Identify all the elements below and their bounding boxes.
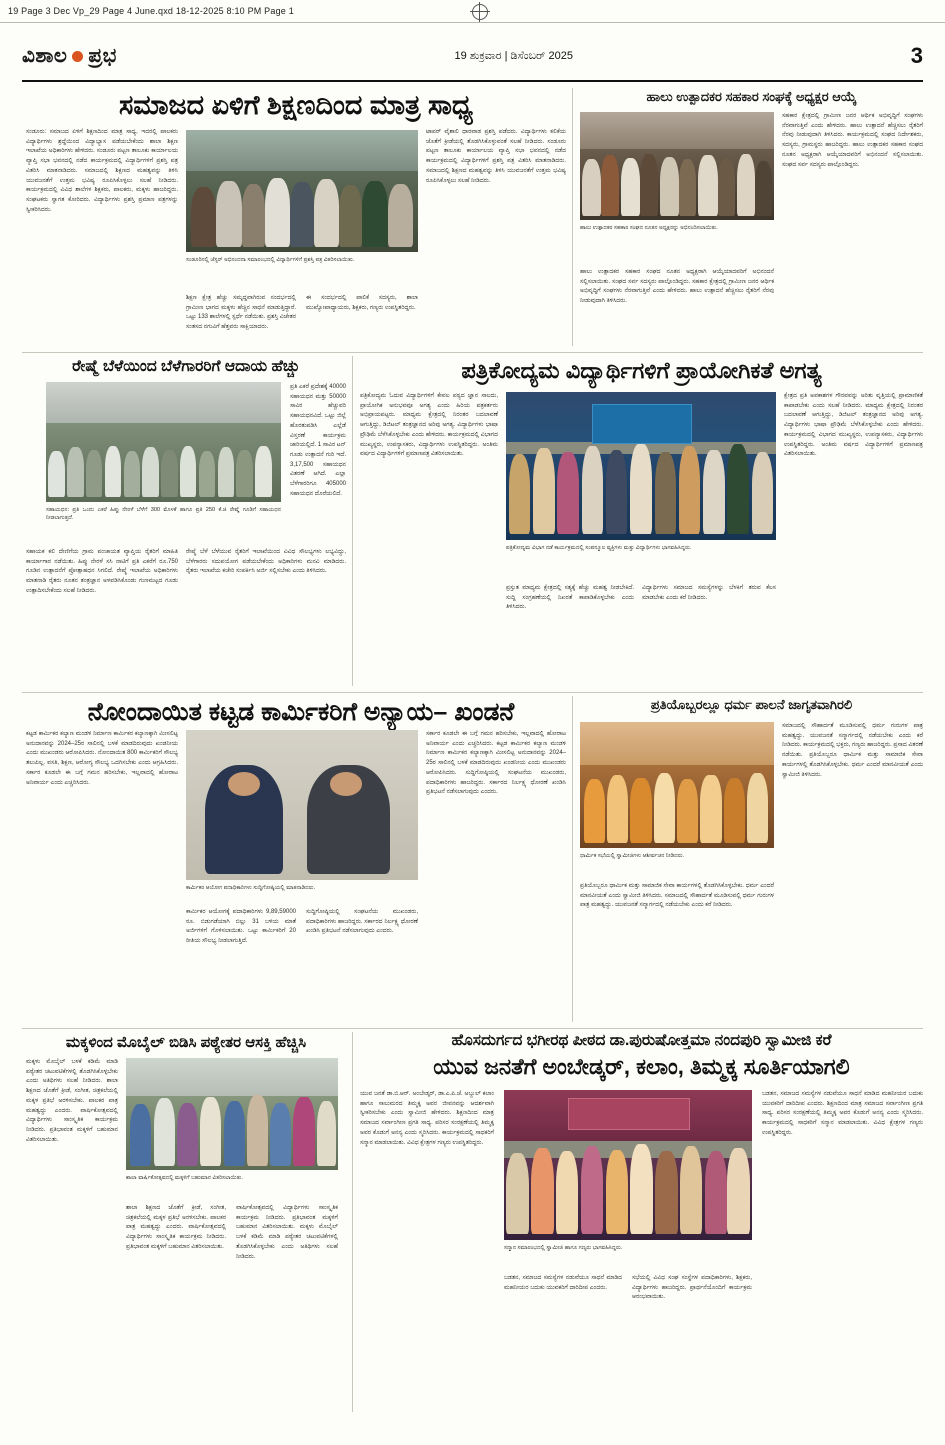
paragraph: ಕಾರ್ಯಕ್ರಮದಲ್ಲಿ ವಿಭಾಗದ ಮುಖ್ಯಸ್ಥರು, ಉಪನ್ಯಾಸಕರು, ವಿದ್ಯಾರ್ಥಿಗಳು ಉಪಸ್ಥಿತರಿದ್ದರು. ಅಂತಿಮ ವರ್ಷದ ವಿದ್ಯಾರ್ಥಿಗಳಿಗೆ ಪ್ರಮಾಣಪತ್ರ ವಿತರಿಸಲಾಯಿತು.: [360, 431, 498, 458]
paragraph: ವಾರ್ಷಿಕೋತ್ಸವದಲ್ಲಿ ವಿದ್ಯಾರ್ಥಿಗಳು ಸಾಂಸ್ಕೃತಿಕ ಕಾರ್ಯಕ್ರಮ ನೀಡಿದರು. ಪ್ರತಿಭಾವಂತ ಮಕ್ಕಳಿಗೆ ಬಹುಮಾನ ವಿತರಿಸಲಾಯಿತು.: [26, 1107, 118, 1143]
photo-a8: [504, 1090, 752, 1240]
paragraph: ರೈತರು ಇಲಾಖೆಯ ಕಚೇರಿ ಸಂಪರ್ಕಿಸಿ ಅರ್ಜಿ ಸಲ್ಲಿಸಬೇಕು ಎಂದು ತಿಳಿಸಿದರು.: [186, 568, 327, 575]
paragraph: ನೋಂದಾಯಿತ 800 ಕಾರ್ಮಿಕರಿಗೆ ಸೌಲಭ್ಯ ತಲುಪಿಲ್ಲ. ವಸತಿ, ಶಿಕ್ಷಣ, ಆರೋಗ್ಯ ಸೌಲಭ್ಯ ಒದಗಿಸಬೇಕು ಎಂದು ಆಗ್ರಹಿಸಿದರು.: [26, 750, 178, 767]
paragraph: ಸುದ್ದಿಗೋಷ್ಠಿಯಲ್ಲಿ ಸಂಘಟನೆಯ ಮುಖಂಡರು, ಪದಾಧಿಕಾರಿಗಳು ಹಾಜರಿದ್ದರು. ಸರ್ಕಾರದ ನಿರ್ಲಕ್ಷ್ಯ ಧೋರಣೆ ಖಂಡಿಸಿ ಪ್ರತಿಭಟನೆ ನಡೆಸಲಾಗುವುದು ಎಂದರು.: [306, 909, 418, 935]
paragraph: ಸಹಕಾರ ಕ್ಷೇತ್ರದಲ್ಲಿ ಗ್ರಾಮೀಣ ಜನರ ಆರ್ಥಿಕ ಅಭಿವೃದ್ಧಿಗೆ ಸಂಘಗಳು ನೆರವಾಗುತ್ತಿವೆ ಎಂದು ಹೇಳಿದರು. ಹಾಲು ಉತ್ಪಾದನೆ ಹೆಚ್ಚಿಸಲು ರೈತರಿಗೆ ನೆರವು ನೀಡುವುದಾಗಿ ತಿಳಿಸಿದರು.: [580, 278, 774, 305]
paragraph: ಯುವ ಜನತೆ ಡಾ.ಬಿ.ಆರ್. ಅಂಬೇಡ್ಕರ್, ಡಾ.ಎ.ಪಿ.ಜೆ. ಅಬ್ದುಲ್ ಕಲಾಂ ಹಾಗೂ ಸಾಲುಮರದ ತಿಮ್ಮಕ್ಕ ಅವರ ಜೀವನವನ್ನು ಆದರ್ಶವಾಗಿ ಸ್ವೀಕರಿಸಬೇಕು ಎಂದು ಸ್ವಾಮೀಜಿ ಹೇಳಿದರು.: [360, 1091, 494, 1117]
paragraph: ವಾರ್ಷಿಕೋತ್ಸವದಲ್ಲಿ ವಿದ್ಯಾರ್ಥಿಗಳು ಸಾಂಸ್ಕೃತಿಕ ಕಾರ್ಯಕ್ರಮ ನೀಡಿದರು. ಪ್ರತಿಭಾವಂತ ಮಕ್ಕಳಿಗೆ ಬಹುಮಾನ ವಿತರಿಸಲಾಯಿತು.: [126, 1224, 226, 1250]
paragraph: ಈ ಸಂದರ್ಭದಲ್ಲಿ ಪಾಲಿಕೆ ಸದಸ್ಯರು, ಶಾಲಾ ಮುಖ್ಯೋಪಾಧ್ಯಾಯರು, ಶಿಕ್ಷಕರು, ಗಣ್ಯರು ಉಪಸ್ಥಿತರಿದ್ದರು.: [306, 295, 418, 311]
headline-a8-line2: ಯುವ ಜನತೆಗೆ ಅಂಬೇಡ್ಕರ್, ಕಲಾಂ, ತಿಮ್ಮಕ್ಕ ಸೂರ್ತಿಯಾಗಲಿ: [433, 1054, 850, 1079]
article-a6-col1: [580, 882, 774, 1020]
paragraph: 1 ಸಾವಿರ ಟನ್ ಗೂಡು ಉತ್ಪಾದನೆ ಗುರಿ ಇದೆ. 3,17,500 ಸಹಾಯಧನ ವಿತರಣೆ ಆಗಿದೆ. ಎಲ್ಲಾ ಬೆಳೆಗಾರರಿಗೂ 405000 ಸಹಾಯಧನ ದೊರೆಯಲಿದೆ.: [290, 442, 346, 497]
paragraph: ಬಡತನ, ಸಮಾಜದ ಸಮಸ್ಯೆಗಳ ನಡುವೆಯೂ ಸಾಧನೆ ಮಾಡಿದ ಮಹನೀಯರ ಬದುಕು ಯುವಕರಿಗೆ ದಾರಿದೀಪ ಎಂದರು.: [504, 1275, 622, 1291]
article-a4-col1: [360, 392, 498, 684]
photo-a4: [506, 392, 776, 540]
article-a5-col2: [186, 908, 296, 1020]
paragraph: ಮಾಧ್ಯಮ ಕ್ಷೇತ್ರದಲ್ಲಿ ನಿರಂತರ ಬದಲಾವಣೆ ಆಗುತ್ತಿದ್ದು, ಡಿಜಿಟಲ್ ತಂತ್ರಜ್ಞಾನದ ಅರಿವು ಅಗತ್ಯ. ವಿದ್ಯಾರ್ಥಿಗಳು ಭಾಷಾ ಪ್ರೌಢಿಮೆ ಬೆಳೆಸಿಕೊಳ್ಳಬೇಕು ಎಂದು ಹೇಳಿದರು.: [360, 412, 498, 438]
headline-a2: ಹಾಲು ಉತ್ಪಾದಕರ ಸಹಕಾರ ಸಂಘಕ್ಕೆ ಅಧ್ಯಕ್ಷರ ಆಯ್ಕೆ: [646, 89, 857, 104]
article-a3-col2: [186, 548, 346, 684]
paragraph: ಸಭೆಯಲ್ಲಿ ವಿವಿಧ ಸಂಘ ಸಂಸ್ಥೆಗಳ ಪದಾಧಿಕಾರಿಗಳು, ಶಿಕ್ಷಕರು, ವಿದ್ಯಾರ್ಥಿಗಳು ಹಾಜರಿದ್ದರು. ಪ್ರಾರ್ಥನೆಯೊಂದಿಗೆ ಕಾರ್ಯಕ್ರಮ ಆರಂಭವಾಯಿತು.: [632, 1275, 752, 1301]
paragraph: ಸುದ್ದಿಗೋಷ್ಠಿಯಲ್ಲಿ ಸಂಘಟನೆಯ ಮುಖಂಡರು, ಪದಾಧಿಕಾರಿಗಳು ಹಾಜರಿದ್ದರು. ಸರ್ಕಾರದ ನಿರ್ಲಕ್ಷ್ಯ ಧೋರಣೆ ಖಂಡಿಸಿ ಪ್ರತಿಭಟನೆ ನಡೆಸಲಾಗುವುದು ಎಂದರು.: [426, 769, 566, 796]
divider-vertical: [572, 696, 573, 1022]
headline-a4: ಪತ್ರಿಕೋದ್ಯಮ ವಿದ್ಯಾರ್ಥಿಗಳಿಗೆ ಪ್ರಾಯೋಗಿಕತೆ ಅಗತ್ಯ: [461, 358, 822, 383]
photo-a6: [580, 722, 774, 848]
publication-logo: [22, 45, 117, 68]
divider-vertical: [352, 1032, 353, 1412]
article-a1-col2b: [186, 294, 296, 346]
paragraph: ಕಟ್ಟಡ ಕಾರ್ಮಿಕರ ಕಲ್ಯಾಣ ಮಂಡಳಿ ನಿರ್ಮಾಣ ಕಾರ್ಮಿಕರ ಕಲ್ಯಾಣಕ್ಕಾಗಿ ಮೀಸಲಿಟ್ಟ ಅನುದಾನವನ್ನು 2024–25ರ ಸಾಲಿನಲ್ಲಿ ಬಳಕೆ ಮಾಡದಿರುವುದು ಖಂಡನೀಯ ಎಂದು ಮುಖಂಡರು ಆರೋಪಿಸಿದರು.: [26, 731, 178, 757]
registration-mark-icon: [472, 4, 488, 20]
photo-a1: [186, 130, 418, 252]
article-a1-col3b: [306, 294, 418, 346]
divider-horizontal: [22, 692, 923, 693]
paragraph: ಹಾಲು ಉತ್ಪಾದಕರ ಸಹಕಾರ ಸಂಘದ ನೂತನ ಅಧ್ಯಕ್ಷರಾಗಿ ಆಯ್ಕೆಯಾದವರಿಗೆ ಅಭಿನಂದನೆ ಸಲ್ಲಿಸಲಾಯಿತು. ಸಂಘದ ಸರ್ವ ಸದಸ್ಯರು ಪಾಲ್ಗೊಂಡಿದ್ದರು.: [782, 142, 923, 168]
paragraph: ಪ್ರತಿ ಎಕರೆ ಪ್ರದೇಶಕ್ಕೆ 40000 ಸಹಾಯಧನ ಮತ್ತು 50000 ಸಾವಿರ ಹೆಚ್ಚುವರಿ ಸಹಾಯಧನವಿದೆ. ಒಟ್ಟು ಜಿಲ್ಲೆ ಹೊರತುಪಡಿಸಿ ಎಲ್ಲೆಡೆ ವಿಸ್ತರಣೆ ಕಾರ್ಯಕ್ರಮ ಜಾರಿಯಲ್ಲಿದೆ.: [290, 384, 346, 449]
article-a7-col1: [26, 1058, 118, 1406]
paragraph: ಶಾಲಾ ಶಿಕ್ಷಣದ ಜೊತೆಗೆ ಕ್ರೀಡೆ, ಸಂಗೀತ, ಚಿತ್ರಕಲೆಯಲ್ಲಿ ಮಕ್ಕಳ ಪ್ರತಿಭೆ ಅರಳಿಸಬೇಕು. ಪಾಲಕರ ಪಾತ್ರ ಮಹತ್ವದ್ದು ಎಂದರು.: [126, 1205, 226, 1231]
slug-text: 19 Page 3 Dec Vp_29 Page 4 June.qxd 18-12-2025 8:10 PM Page 1: [8, 6, 294, 16]
logo-text-right: ಪ್ರಭ: [88, 44, 117, 67]
paragraph: ಶಿಕ್ಷಣದಿಂದ ಮಾತ್ರ ಸಮಾಜದ ಸರ್ವಾಂಗೀಣ ಪ್ರಗತಿ ಸಾಧ್ಯ. ಪರಿಸರ ಸಂರಕ್ಷಣೆಯಲ್ಲಿ ತಿಮ್ಮಕ್ಕ ಅವರ ಕೊಡುಗೆ ಅನನ್ಯ ಎಂದು ಸ್ಮರಿಸಿದರು.: [762, 1100, 923, 1117]
article-a3-col-numbers: [290, 383, 346, 499]
article-a7-col2: [126, 1204, 226, 1406]
caption-a5: ಕಾರ್ಮಿಕರ ಆಯೋಗ ಪದಾಧಿಕಾರಿಗಳು ಸುದ್ದಿಗೋಷ್ಠಿಯಲ್ಲಿ ಮಾತನಾಡಿದರು.: [186, 885, 315, 891]
article-a3-col1: [26, 548, 178, 684]
paragraph: ಟಾಪರ್ ವೈಶಾಲಿ ಧಾರವಾಡ ಪ್ರಶಸ್ತಿ ಪಡೆದರು. ವಿದ್ಯಾರ್ಥಿಗಳು ಕಲಿಕೆಯ ಜೊತೆಗೆ ಕ್ರೀಡೆಯಲ್ಲಿ ತೊಡಗಿಸಿಕೊಳ್ಳುವಂತೆ ಸಲಹೆ ನೀಡಿದರು.: [426, 129, 566, 145]
headline-a1: ಸಮಾಜದ ಏಳಿಗೆ ಶಿಕ್ಷಣದಿಂದ ಮಾತ್ರ ಸಾಧ್ಯ: [118, 90, 474, 120]
caption-a8: ಸನ್ಮಾನ ಸಮಾರಂಭದಲ್ಲಿ ಸ್ವಾಮೀಜಿ ಹಾಗೂ ಗಣ್ಯರು ಭಾಗವಹಿಸಿದ್ದರು.: [504, 1245, 623, 1251]
divider-vertical: [352, 356, 353, 686]
article-a1-col1: [26, 128, 178, 346]
article-a5-col4: [426, 730, 566, 1020]
headline-a7: ಮಕ್ಕಳಿಂದ ಮೊಬೈಲ್ ಬಿಡಿಸಿ ಪಠ್ಯೇತರ ಆಸಕ್ತಿ ಹೆಚ್ಚಿಸಿ: [65, 1034, 307, 1051]
paragraph: ವಾರ್ಷಿಕೋತ್ಸವದಲ್ಲಿ ವಿದ್ಯಾರ್ಥಿಗಳು ಸಾಂಸ್ಕೃತಿಕ ಕಾರ್ಯಕ್ರಮ ನೀಡಿದರು. ಪ್ರತಿಭಾವಂತ ಮಕ್ಕಳಿಗೆ ಬಹುಮಾನ ವಿತರಿಸಲಾಯಿತು.: [236, 1205, 338, 1231]
article-a5-col1: [26, 730, 178, 1020]
paragraph: ಪ್ರಸ್ತುತ ಮಾಧ್ಯಮ ಕ್ಷೇತ್ರದಲ್ಲಿ ಸತ್ಯಕ್ಕೆ ಹೆಚ್ಚು ಮಹತ್ವ ನೀಡಬೇಕಿದೆ. ಸುದ್ದಿ ಸಂಗ್ರಹಣೆಯಲ್ಲಿ ನಿಖರತೆ ಕಾಪಾಡಿಕೊಳ್ಳಬೇಕು ಎಂದು ತಿಳಿಸಿದರು.: [506, 585, 634, 611]
paragraph: ಕಾರ್ಯಕ್ರಮದಲ್ಲಿ ಸಂಘದ ನಿರ್ದೇಶಕರು, ಸದಸ್ಯರು, ಗ್ರಾಮಸ್ಥರು ಹಾಜರಿದ್ದರು.: [782, 132, 923, 149]
paragraph: ರೇಷ್ಮೆ ಬೆಳೆ ಬೆಳೆಯುವ ರೈತರಿಗೆ ಇಲಾಖೆಯಿಂದ ವಿವಿಧ ಸೌಲಭ್ಯಗಳು ಲಭ್ಯವಿದ್ದು, ಬೆಳೆಗಾರರು ಸದುಪಯೋಗ ಪಡೆಯಬೇಕೆಂದು ಅಧಿಕಾರಿಗಳು ಮನವಿ ಮಾಡಿದರು.: [186, 549, 346, 565]
paragraph: ಮಕ್ಕಳು ಮೊಬೈಲ್ ಬಳಕೆ ಕಡಿಮೆ ಮಾಡಿ ಪಠ್ಯೇತರ ಚಟುವಟಿಕೆಗಳಲ್ಲಿ ತೊಡಗಿಸಿಕೊಳ್ಳಬೇಕು ಎಂದು ಅತಿಥಿಗಳು ಸಲಹೆ ನೀಡಿದರು.: [236, 1224, 338, 1260]
caption-a2: ಹಾಲು ಉತ್ಪಾದಕರ ಸಹಕಾರ ಸಂಘದ ನೂತನ ಅಧ್ಯಕ್ಷರನ್ನು ಅಭಿನಂದಿಸಲಾಯಿತು.: [580, 225, 718, 231]
paragraph: ಕ್ಷೇತ್ರದ ಪ್ರತಿ ಅವಕಾಶಗಳ ಗೌರವವನ್ನು ಅರಿತು ವೃತ್ತಿಯಲ್ಲಿ ಪ್ರಾಮಾಣಿಕತೆ ಕಾಪಾಡಬೇಕು ಎಂದು ಸಲಹೆ ನೀಡಿದರು.: [784, 393, 923, 409]
photo-a2: [580, 112, 774, 220]
paragraph: ಶಾಲಾ ಶಿಕ್ಷಣದ ಜೊತೆಗೆ ಕ್ರೀಡೆ, ಸಂಗೀತ, ಚಿತ್ರಕಲೆಯಲ್ಲಿ ಮಕ್ಕಳ ಪ್ರತಿಭೆ ಅರಳಿಸಬೇಕು. ಪಾಲಕರ ಪಾತ್ರ ಮಹತ್ವದ್ದು ಎಂದರು.: [26, 1078, 118, 1114]
paragraph: ಸಂಡೂರು: ಸಮಾಜದ ಏಳಿಗೆ ಶಿಕ್ಷಣದಿಂದ ಮಾತ್ರ ಸಾಧ್ಯ, ಇದರಲ್ಲಿ ಪಾಲಕರು ವಿದ್ಯಾರ್ಥಿಗಳು ಶ್ರದ್ಧೆಯಿಂದ ವಿದ್ಯಾಭ್ಯಾಸ ಪಡೆಯಬೇಕೆಂದು ಶಾಲಾ ಶಿಕ್ಷಣ ಇಲಾಖೆಯ ಅಧಿಕಾರಿಗಳು ಹೇಳಿದರು.: [26, 129, 178, 155]
article-a6-col2: [782, 722, 923, 1020]
masthead-rule: [22, 80, 923, 82]
paragraph: ಬಡತನ, ಸಮಾಜದ ಸಮಸ್ಯೆಗಳ ನಡುವೆಯೂ ಸಾಧನೆ ಮಾಡಿದ ಮಹನೀಯರ ಬದುಕು ಯುವಕರಿಗೆ ದಾರಿದೀಪ ಎಂದರು.: [762, 1091, 923, 1107]
paragraph: ಕಾರ್ಯಕ್ರಮದಲ್ಲಿ ಸಾಧಕರಿಗೆ ಸನ್ಮಾನ ಮಾಡಲಾಯಿತು. ವಿವಿಧ ಕ್ಷೇತ್ರಗಳ ಗಣ್ಯರು ಉಪಸ್ಥಿತರಿದ್ದರು.: [360, 1129, 494, 1146]
paragraph: ಕಾರ್ಯಕ್ರಮದಲ್ಲಿ ಸಾಧಕರಿಗೆ ಸನ್ಮಾನ ಮಾಡಲಾಯಿತು. ವಿವಿಧ ಕ್ಷೇತ್ರಗಳ ಗಣ್ಯರು ಉಪಸ್ಥಿತರಿದ್ದರು.: [762, 1120, 923, 1136]
headline-a3: ರೇಷ್ಮೆ ಬೆಳೆಯಿಂದ ಬೆಳೆಗಾರರಿಗೆ ಆದಾಯ ಹೆಚ್ಚು: [72, 358, 300, 375]
caption-a6: ಧಾರ್ಮಿಕ ಸಭೆಯಲ್ಲಿ ಸ್ವಾಮೀಜಿಗಳು ಆಶೀರ್ವಚನ ನೀಡಿದರು.: [580, 853, 685, 859]
paragraph: ಕಾರ್ಯಕ್ರಮದಲ್ಲಿ ಭಕ್ತರು, ಗಣ್ಯರು ಹಾಜರಿದ್ದರು. ಪ್ರಸಾದ ವಿತರಣೆ ನಡೆಯಿತು.: [782, 742, 923, 759]
article-a4-col4: [784, 392, 923, 684]
headline-a5: ನೋಂದಾಯಿತ ಕಟ್ಟಡ ಕಾರ್ಮಿಕರಿಗೆ ಅನ್ಯಾಯ– ಖಂಡನೆ: [87, 698, 515, 726]
paragraph: ಸಮಾಜದಲ್ಲಿ ಸೌಹಾರ್ದತೆ ಮೂಡಿಸುವಲ್ಲಿ ಧರ್ಮ ಗುರುಗಳ ಪಾತ್ರ ಮಹತ್ವದ್ದು. ಯುವಜನತೆ ಸನ್ಮಾರ್ಗದಲ್ಲಿ ನಡೆಯಬೇಕು ಎಂದು ಕರೆ ನೀಡಿದರು.: [782, 723, 923, 749]
paragraph: ಸರ್ಕಾರ ಕೂಡಲೇ ಈ ಬಗ್ಗೆ ಗಮನ ಹರಿಸಬೇಕು, ಇಲ್ಲವಾದಲ್ಲಿ ಹೋರಾಟ ಅನಿವಾರ್ಯ ಎಂದು ಎಚ್ಚರಿಸಿದರು.: [26, 769, 178, 786]
divider-horizontal: [22, 1028, 923, 1029]
logo-dot-icon: [72, 51, 83, 62]
paragraph: ಶಿಕ್ಷಣದಿಂದ ಮಾತ್ರ ಸಮಾಜದ ಸರ್ವಾಂಗೀಣ ಪ್ರಗತಿ ಸಾಧ್ಯ. ಪರಿಸರ ಸಂರಕ್ಷಣೆಯಲ್ಲಿ ತಿಮ್ಮಕ್ಕ ಅವರ ಕೊಡುಗೆ ಅನನ್ಯ ಎಂದು ಸ್ಮರಿಸಿದರು.: [360, 1110, 494, 1136]
caption-a7: ಶಾಲಾ ವಾರ್ಷಿಕೋತ್ಸವದಲ್ಲಿ ಮಕ್ಕಳಿಗೆ ಬಹುಮಾನ ವಿತರಿಸಲಾಯಿತು.: [126, 1175, 243, 1181]
photo-a7: [126, 1058, 338, 1170]
paragraph: ಪತ್ರಿಕೋದ್ಯಮ ಓದುವ ವಿದ್ಯಾರ್ಥಿಗಳಿಗೆ ಕೇವಲ ಪಠ್ಯದ ಜ್ಞಾನ ಸಾಲದು, ಪ್ರಾಯೋಗಿಕ ಅನುಭವವೂ ಅಗತ್ಯ ಎಂದು ಹಿರಿಯ ಪತ್ರಕರ್ತರು ಅಭಿಪ್ರಾಯಪಟ್ಟರು.: [360, 393, 498, 419]
article-a2-col2: [782, 112, 923, 346]
paragraph: ಸಂಡೂರು ಪಟ್ಟಣ ತಾಲೂಕು ಕಾರ್ಯಾಲಯ ವ್ಯಾಪ್ತಿ ಸಭಾ ಭವನದಲ್ಲಿ ನಡೆದ ಕಾರ್ಯಕ್ರಮದಲ್ಲಿ ವಿದ್ಯಾರ್ಥಿಗಳಿಗೆ ಪ್ರಶಸ್ತಿ ಪತ್ರ ವಿತರಿಸಿ ಮಾತನಾಡಿದರು. ಸಮಾಜದಲ್ಲಿ ಶಿಕ್ಷಣದ ಮಹತ್ವವನ್ನು ತಿಳಿಸಿ ಯುವಜನತೆಗೆ ಉತ್ತಮ ಭವಿಷ್ಯ ರೂಪಿಸಿಕೊಳ್ಳಲು ಸಲಹೆ ನೀಡಿದರು.: [26, 148, 178, 184]
caption-a1: ಸಂಡೂರಿನಲ್ಲಿ ಜೆಸ್ಟರ್ ಅಭಿನಂದನಾ ಸಮಾರಂಭದಲ್ಲಿ ವಿದ್ಯಾರ್ಥಿಗಳಿಗೆ ಪ್ರಶಸ್ತಿ ಪತ್ರ ವಿತರಿಸಲಾಯಿತು.: [186, 257, 355, 263]
divider-horizontal: [22, 352, 923, 353]
paragraph: ಮಕ್ಕಳು ಮೊಬೈಲ್ ಬಳಕೆ ಕಡಿಮೆ ಮಾಡಿ ಪಠ್ಯೇತರ ಚಟುವಟಿಕೆಗಳಲ್ಲಿ ತೊಡಗಿಸಿಕೊಳ್ಳಬೇಕು ಎಂದು ಅತಿಥಿಗಳು ಸಲಹೆ ನೀಡಿದರು.: [26, 1059, 118, 1085]
article-a7-col3: [236, 1204, 338, 1406]
caption-a4: ಪತ್ರಿಕೋದ್ಯಮ ವಿಭಾಗ ನಡೆ ಕಾರ್ಯಕ್ರಮದಲ್ಲಿ ಸಂಪನ್ಮೂಲ ವ್ಯಕ್ತಿಗಳು ಮತ್ತು ವಿದ್ಯಾರ್ಥಿಗಳು ಭಾಗವಹಿಸಿದ್ದರು.: [506, 545, 692, 551]
paragraph: ಕಾರ್ಯಕ್ರಮದಲ್ಲಿ ವಿಭಾಗದ ಮುಖ್ಯಸ್ಥರು, ಉಪನ್ಯಾಸಕರು, ವಿದ್ಯಾರ್ಥಿಗಳು ಉಪಸ್ಥಿತರಿದ್ದರು. ಅಂತಿಮ ವರ್ಷದ ವಿದ್ಯಾರ್ಥಿಗಳಿಗೆ ಪ್ರಮಾಣಪತ್ರ ವಿತರಿಸಲಾಯಿತು.: [784, 431, 923, 458]
paragraph: ವಿದ್ಯಾರ್ಥಿಗಳು ಸಮಾಜದ ಸಮಸ್ಯೆಗಳನ್ನು ಬೆಳಕಿಗೆ ತರುವ ಕೆಲಸ ಮಾಡಬೇಕು ಎಂದು ಕರೆ ನೀಡಿದರು.: [642, 585, 776, 601]
article-a8-col3: [632, 1274, 752, 1406]
paragraph: ಪ್ರತಿಯೊಬ್ಬರೂ ಧಾರ್ಮಿಕ ಮತ್ತು ಸಾಮಾಜಿಕ ಸೇವಾ ಕಾರ್ಯಗಳಲ್ಲಿ ತೊಡಗಿಸಿಕೊಳ್ಳಬೇಕು. ಧರ್ಮ ಎಂದರೆ ಮಾನವೀಯತೆ ಎಂದು ಸ್ವಾಮೀಜಿ ತಿಳಿಸಿದರು.: [580, 883, 774, 899]
paragraph: ಕಾರ್ಯಕ್ರಮದಲ್ಲಿ ವಿವಿಧ ಶಾಲೆಗಳ ಶಿಕ್ಷಕರು, ಪಾಲಕರು, ಮಕ್ಕಳು ಹಾಜರಿದ್ದರು. ಸಂಘಟಕರು ಸ್ವಾಗತ ಕೋರಿದರು. ವಿದ್ಯಾರ್ಥಿಗಳು ಪ್ರಶಸ್ತಿ ಪ್ರಮಾಣ ಪತ್ರಗಳನ್ನು ಸ್ವೀಕರಿಸಿದರು.: [26, 187, 178, 213]
headline-a6: ಪ್ರತಿಯೊಬ್ಬರಲ್ಲೂ ಧರ್ಮ ಪಾಲನೆ ಜಾಗೃತವಾಗಿರಲಿ: [650, 697, 853, 712]
paragraph: ಮಾಧ್ಯಮ ಕ್ಷೇತ್ರದಲ್ಲಿ ನಿರಂತರ ಬದಲಾವಣೆ ಆಗುತ್ತಿದ್ದು, ಡಿಜಿಟಲ್ ತಂತ್ರಜ್ಞಾನದ ಅರಿವು ಅಗತ್ಯ. ವಿದ್ಯಾರ್ಥಿಗಳು ಭಾಷಾ ಪ್ರೌಢಿಮೆ ಬೆಳೆಸಿಕೊಳ್ಳಬೇಕು ಎಂದು ಹೇಳಿದರು.: [784, 402, 923, 429]
photo-a3: [46, 382, 281, 502]
paragraph: ರೇಷ್ಮೆ ಇಲಾಖೆಯ ಅಧಿಕಾರಿಗಳು ಮಾತನಾಡಿ ರೈತರು ನೂತನ ತಂತ್ರಜ್ಞಾನ ಅಳವಡಿಸಿಕೊಂಡು ಗುಣಮಟ್ಟದ ಗೂಡು ಉತ್ಪಾದಿಸಬೇಕೆಂದು ಸಲಹೆ ನೀಡಿದರು.: [26, 568, 178, 594]
article-a8-col2: [504, 1274, 622, 1406]
article-a2-col1: [580, 268, 774, 346]
paragraph: ಕಟ್ಟಡ ಕಾರ್ಮಿಕರ ಕಲ್ಯಾಣ ಮಂಡಳಿ ನಿರ್ಮಾಣ ಕಾರ್ಮಿಕರ ಕಲ್ಯಾಣಕ್ಕಾಗಿ ಮೀಸಲಿಟ್ಟ ಅನುದಾನವನ್ನು 2024–25ರ ಸಾಲಿನಲ್ಲಿ ಬಳಕೆ ಮಾಡದಿರುವುದು ಖಂಡನೀಯ ಎಂದು ಮುಖಂಡರು ಆರೋಪಿಸಿದರು.: [426, 740, 566, 776]
paragraph: ಸಂಡೂರು ಪಟ್ಟಣ ತಾಲೂಕು ಕಾರ್ಯಾಲಯ ವ್ಯಾಪ್ತಿ ಸಭಾ ಭವನದಲ್ಲಿ ನಡೆದ ಕಾರ್ಯಕ್ರಮದಲ್ಲಿ ವಿದ್ಯಾರ್ಥಿಗಳಿಗೆ ಪ್ರಶಸ್ತಿ ಪತ್ರ ವಿತರಿಸಿ ಮಾತನಾಡಿದರು. ಸಮಾಜದಲ್ಲಿ ಶಿಕ್ಷಣದ ಮಹತ್ವವನ್ನು ತಿಳಿಸಿ ಯುವಜನತೆಗೆ ಉತ್ತಮ ಭವಿಷ್ಯ ರೂಪಿಸಿಕೊಳ್ಳಲು ಸಲಹೆ ನೀಡಿದರು.: [426, 138, 566, 184]
paragraph: ಸಹಕಾರ ಕ್ಷೇತ್ರದಲ್ಲಿ ಗ್ರಾಮೀಣ ಜನರ ಆರ್ಥಿಕ ಅಭಿವೃದ್ಧಿಗೆ ಸಂಘಗಳು ನೆರವಾಗುತ್ತಿವೆ ಎಂದು ಹೇಳಿದರು. ಹಾಲು ಉತ್ಪಾದನೆ ಹೆಚ್ಚಿಸಲು ರೈತರಿಗೆ ನೆರವು ನೀಡುವುದಾಗಿ ತಿಳಿಸಿದರು.: [782, 113, 923, 139]
paragraph: ಪ್ರತಿಯೊಬ್ಬರೂ ಧಾರ್ಮಿಕ ಮತ್ತು ಸಾಮಾಜಿಕ ಸೇವಾ ಕಾರ್ಯಗಳಲ್ಲಿ ತೊಡಗಿಸಿಕೊಳ್ಳಬೇಕು. ಧರ್ಮ ಎಂದರೆ ಮಾನವೀಯತೆ ಎಂದು ಸ್ವಾಮೀಜಿ ತಿಳಿಸಿದರು.: [782, 752, 923, 778]
photo-a5: [186, 730, 418, 880]
article-a1-col4: [426, 128, 566, 346]
page-number: 3: [910, 43, 923, 68]
paragraph: ಸರ್ಕಾರ ಕೂಡಲೇ ಈ ಬಗ್ಗೆ ಗಮನ ಹರಿಸಬೇಕು, ಇಲ್ಲವಾದಲ್ಲಿ ಹೋರಾಟ ಅನಿವಾರ್ಯ ಎಂದು ಎಚ್ಚರಿಸಿದರು.: [426, 731, 566, 747]
article-a8-col4: [762, 1090, 923, 1406]
article-a8-col1: [360, 1090, 494, 1406]
masthead: [22, 38, 923, 74]
caption-a3: ಸಹಾಯಧನ: ಪ್ರತಿ ಒಂದು ಎಕರೆ ಹಿಪ್ಪು ನೇರಳೆ ಬೆಳೆಗೆ 300 ಮೊಳಕೆ ಹಾಗೂ ಪ್ರತಿ 250 ಕೆ.ಜಿ ರೇಷ್ಮೆ ಗೂಡಿಗೆ ಸಹಾಯಧನ ನೀಡಲಾಗುತ್ತದೆ.: [46, 507, 281, 522]
paragraph: ಹಾಲು ಉತ್ಪಾದಕರ ಸಹಕಾರ ಸಂಘದ ನೂತನ ಅಧ್ಯಕ್ಷರಾಗಿ ಆಯ್ಕೆಯಾದವರಿಗೆ ಅಭಿನಂದನೆ ಸಲ್ಲಿಸಲಾಯಿತು. ಸಂಘದ ಸರ್ವ ಸದಸ್ಯರು ಪಾಲ್ಗೊಂಡಿದ್ದರು.: [580, 269, 774, 285]
paragraph: ಸಹಾಯಕ ಕಲಿ ದೇಣಿಗೆಯ ಗ್ರಾಮ ಪಂಚಾಯತ ವ್ಯಾಪ್ತಿಯ ರೈತರಿಗೆ ಮಾಹಿತಿ ಕಾರ್ಯಾಗಾರ ನಡೆಯಿತು. ಹಿಪ್ಪು ನೇರಳೆ ಸಸಿ ನಾಟಿಗೆ ಪ್ರತಿ ಎಕರೆಗೆ ರೂ.750 ಗೂಡಿನ ಉತ್ಪಾದನೆಗೆ ಪ್ರೋತ್ಸಾಹಧನ ಸಿಗಲಿದೆ.: [26, 549, 178, 575]
paragraph: ಕಾರ್ಮಿಕರ ಆಯೋಗಕ್ಕೆ ಪದಾಧಿಕಾರಿಗಳು 9,89,59000 ರೂ. ಬಿಡುಗಡೆಯಾಗಿ ಬಿಲ್ಲು 31 ಬಳಿಯ ಮಾತೆ ಅರ್ಜಿಗಳಿಗೆ ಗೊಳಿಸಲಾಯಿತು. ಒಟ್ಟು ಕಾರ್ಮಿಕರಿಗೆ 20 ರೀತಿಯ ಸೌಲಭ್ಯ ನೀಡಲಾಗುತ್ತಿದೆ.: [186, 909, 296, 945]
divider-vertical: [572, 88, 573, 346]
headline-a8-line1: ಹೊಸದುರ್ಗದ ಭಗೀರಥ ಪೀಠದ ಡಾ.ಪುರುಷೋತ್ತಮಾ ನಂದಪುರಿ ಸ್ವಾಮೀಜಿ ಕರೆ: [451, 1032, 832, 1049]
logo-text-left: ವಿಶಾಲ: [22, 44, 68, 67]
paragraph: ಶಿಕ್ಷಣ ಕ್ಷೇತ್ರ ಹೆಚ್ಚು ಸಮೃದ್ಧವಾಗಿರುವ ಸಂದರ್ಭದಲ್ಲಿ ಗ್ರಾಮೀಣ ಭಾಗದ ಮಕ್ಕಳು ಹೆಚ್ಚಿನ ಸಾಧನೆ ಮಾಡುತ್ತಿದ್ದಾರೆ. ಒಟ್ಟು 133 ಶಾಲೆಗಳಲ್ಲಿ ಸ್ಪರ್ಧೆ ನಡೆಯಿತು. ಪ್ರಶಸ್ತಿ ವಿಜೇತರ ಸಂತಸದ ನಗುವಿಗೆ ಹೆತ್ತವರು ಸಾಕ್ಷಿಯಾದರು.: [186, 295, 296, 331]
dateline: 19 ಶುಕ್ರವಾರ | ಡಿಸೆಂಬರ್ 2025: [454, 49, 573, 62]
article-a4-col2: [506, 584, 634, 684]
article-a4-col3: [642, 584, 776, 684]
article-a5-col3: [306, 908, 418, 1020]
paragraph: ಸಮಾಜದಲ್ಲಿ ಸೌಹಾರ್ದತೆ ಮೂಡಿಸುವಲ್ಲಿ ಧರ್ಮ ಗುರುಗಳ ಪಾತ್ರ ಮಹತ್ವದ್ದು. ಯುವಜನತೆ ಸನ್ಮಾರ್ಗದಲ್ಲಿ ನಡೆಯಬೇಕು ಎಂದು ಕರೆ ನೀಡಿದರು.: [580, 892, 774, 909]
